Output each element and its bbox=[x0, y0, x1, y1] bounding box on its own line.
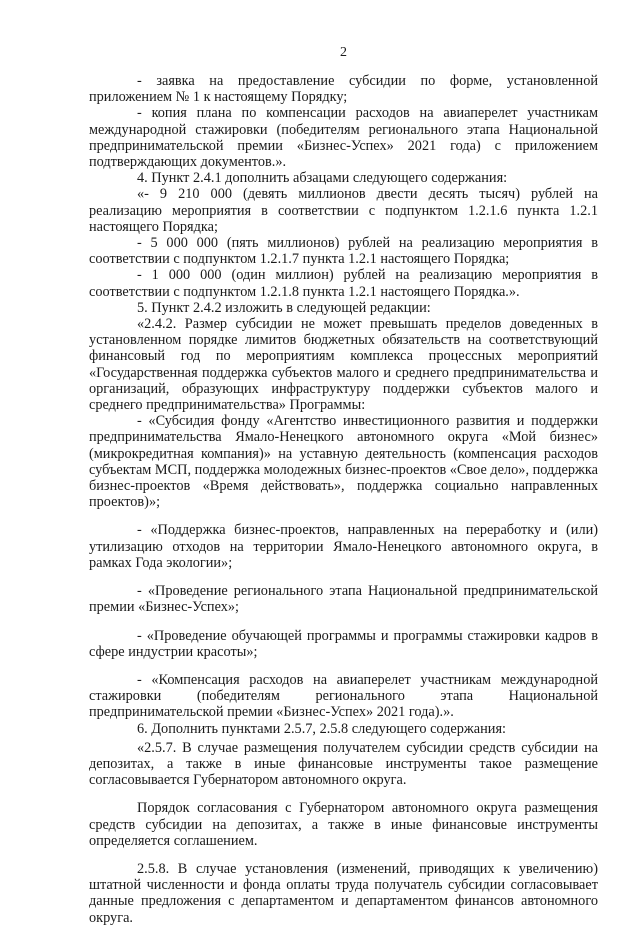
paragraph: - 1 000 000 (один миллион) рублей на реализацию мероприятия в соответствии с подпунктом 1.2.1.8 пункта 1.2.1 настоящего Порядка.». bbox=[89, 267, 598, 300]
paragraph: - «Поддержка бизнес-проектов, направленных на переработку и (или) утилизацию отходов на территории Ямало-Ненецкого автономного округа, в рамках Года экологии»; bbox=[89, 522, 598, 571]
paragraph: 6. Дополнить пунктами 2.5.7, 2.5.8 следующего содержания: bbox=[137, 720, 506, 737]
paragraph: 4. Пункт 2.4.1 дополнить абзацами следующего содержания: bbox=[137, 170, 508, 187]
paragraph: «2.4.2. Размер субсидии не может превышать пределов доведенных в установленном порядке лимитов бюджетных обязательств на соответствующий финансовый год по мероприятиям комплекса процессных мероприятий «Государственная поддержка субъектов малого и среднего предпринимательства и организаций, образующих инфраструктуру поддержки субъектов малого и среднего предпринимательства» Программы: bbox=[89, 316, 598, 414]
paragraph: - заявка на предоставление субсидии по форме, установленной приложением № 1 к настоящему Порядку; bbox=[89, 73, 598, 106]
paragraph: - «Проведение обучающей программы и программы стажировки кадров в сфере индустрии красоты»; bbox=[89, 627, 598, 660]
paragraph: - «Проведение регионального этапа Национальной предпринимательской премии «Бизнес-Успех»; bbox=[89, 583, 598, 616]
paragraph: - «Компенсация расходов на авиаперелет участникам международной стажировки (победителям регионального этапа Национальной предпринимательской премии «Бизнес-Успех» 2021 года).». bbox=[89, 671, 598, 721]
paragraph: «- 9 210 000 (девять миллионов двести десять тысяч) рублей на реализацию мероприятия в соответствии с подпунктом 1.2.1.6 пункта 1.2.1 настоящего Порядка; bbox=[89, 186, 598, 235]
paragraph: Порядок согласования с Губернатором автономного округа размещения средств субсидии на депозитах, а также в иные финансовые инструменты определяется соглашением. bbox=[89, 800, 598, 849]
paragraph: - 5 000 000 (пять миллионов) рублей на реализацию мероприятия в соответствии с подпунктом 1.2.1.7 пункта 1.2.1 настоящего Порядка; bbox=[89, 235, 598, 268]
document-body bbox=[89, 73, 598, 926]
paragraph: 2.5.8. В случае установления (изменений, приводящих к увеличению) штатной численности и фонда оплаты труда получатель субсидии согласовывает данные предложения с департаментом и департаментом финансов автономного округа. bbox=[89, 860, 598, 926]
paragraph: - «Субсидия фонду «Агентство инвестиционного развития и поддержки предпринимательства Ямало-Ненецкого автономного округа «Мой бизнес» (микрокредитная компания)» на уставную деятельность (компенсация расходов субъектам МСП, поддержка молодежных бизнес-проектов «Свое дело», поддержка бизнес-проектов «Время действовать», поддержка социально направленных проектов)»; bbox=[89, 413, 598, 511]
paragraph: «2.5.7. В случае размещения получателем субсидии средств субсидии на депозитах, а также в иные финансовые инструменты такое размещение согласовывается Губернатором автономного округа. bbox=[89, 739, 598, 789]
paragraph: 5. Пункт 2.4.2 изложить в следующей редакции: bbox=[137, 299, 431, 316]
paragraph: - копия плана по компенсации расходов на авиаперелет участникам международной стажировки (победителям регионального этапа Национальной предпринимательской премии «Бизнес-Успех» 2021 года) с приложением подтверждающих документов.». bbox=[89, 105, 598, 171]
page-number: 2 bbox=[340, 45, 347, 60]
